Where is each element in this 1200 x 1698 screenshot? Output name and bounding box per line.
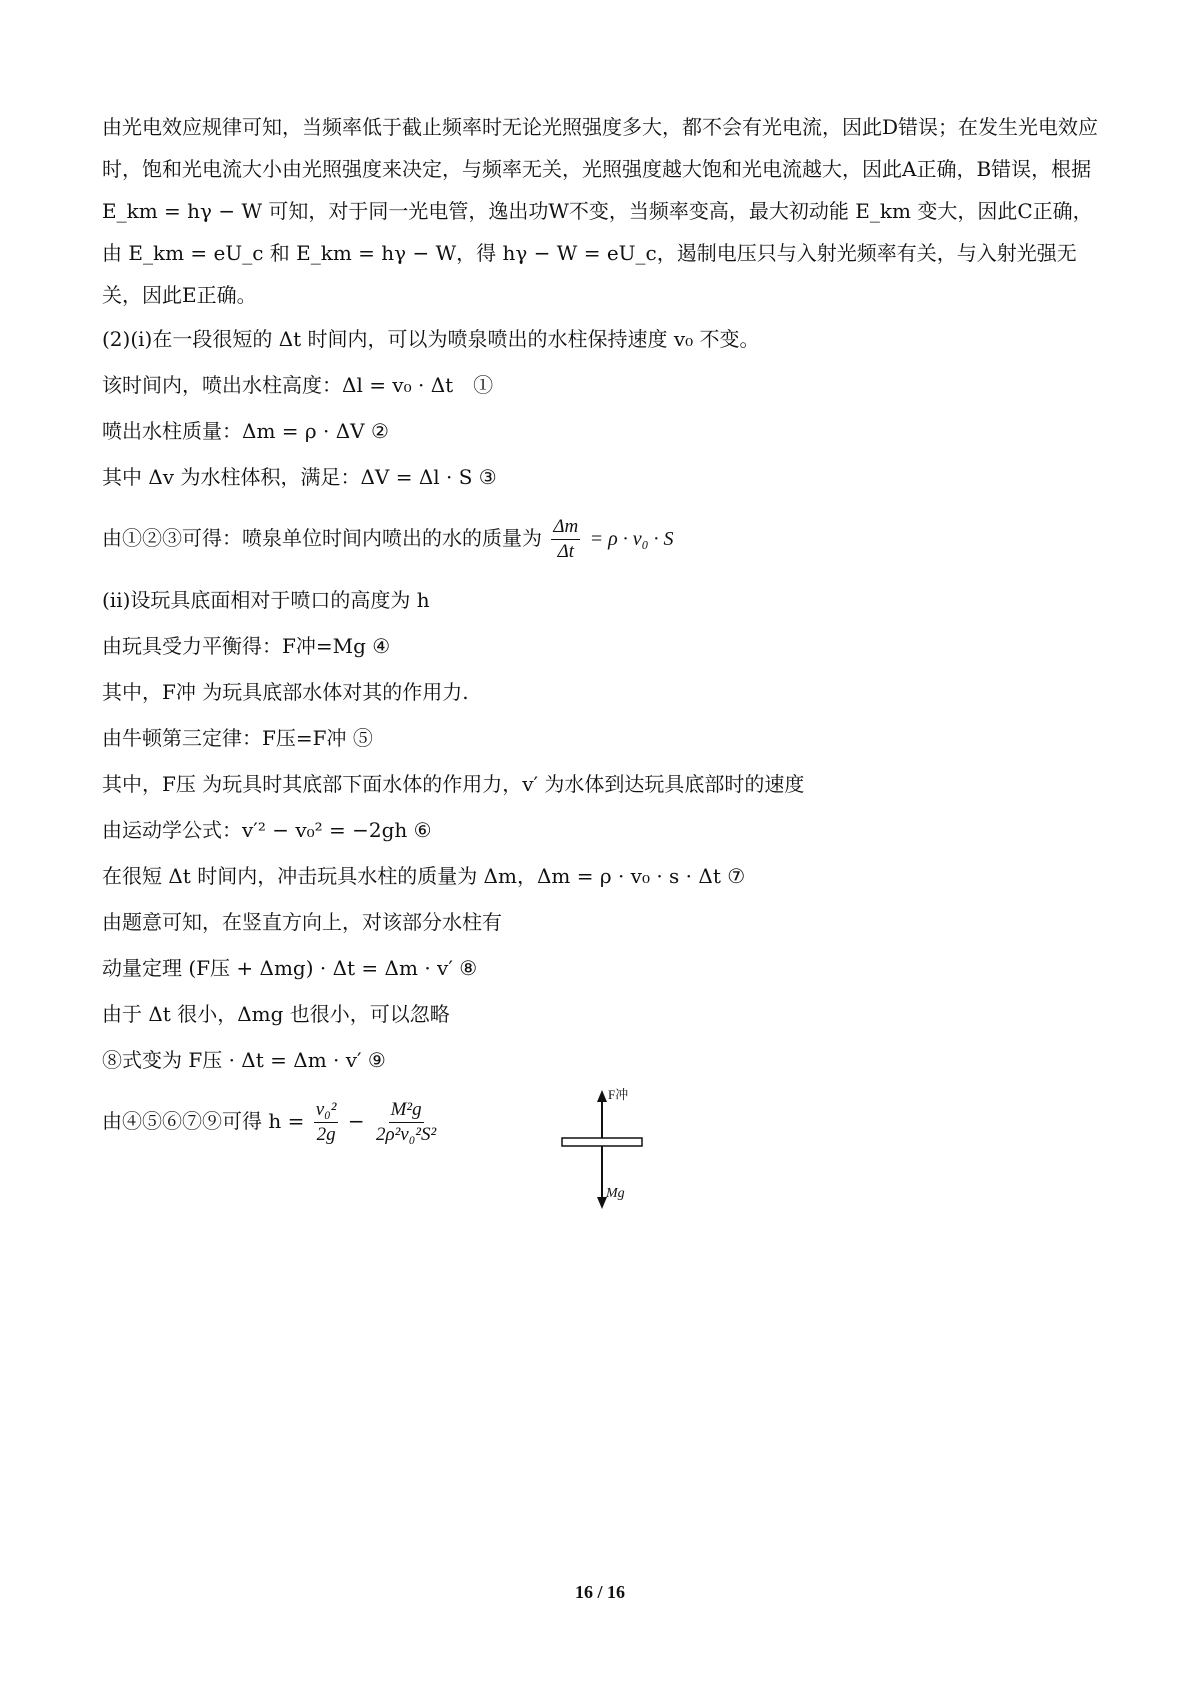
line-f-chong-def: 其中，F冲 为玩具底部水体对其的作用力. <box>102 680 469 704</box>
line-2-i: (2)(i)在一段很短的 Δt 时间内，可以为喷泉喷出的水柱保持速度 v₀ 不变。 <box>102 327 760 351</box>
mass-rate-prefix: 由①②③可得：喷泉单位时间内喷出的水的质量为 <box>102 526 542 550</box>
line-vertical-note: 由题意可知，在竖直方向上，对该部分水柱有 <box>102 910 502 934</box>
line-2-ii: (ii)设玩具底面相对于喷口的高度为 h <box>102 588 430 612</box>
label-f-chong: F冲 <box>608 1087 629 1102</box>
fraction-denominator: Δt <box>557 541 575 562</box>
line-volume-eq: 其中 Δv 为水柱体积，满足：ΔV = Δl · S ③ <box>102 465 497 489</box>
force-diagram-svg <box>550 1085 670 1215</box>
page-number: 16 / 16 <box>574 1582 625 1602</box>
fraction-1-numerator: v₀² <box>314 1098 339 1123</box>
mass-rate-fraction <box>551 515 580 564</box>
line-simplified: ⑧式变为 F压 · Δt = Δm · v′ ⑨ <box>102 1048 386 1072</box>
line-height-eq: 该时间内，喷出水柱高度：Δl = v₀ · Δt ① <box>102 373 494 397</box>
mass-rate-suffix: = ρ · v₀ · S <box>589 528 674 550</box>
up-arrow-icon <box>597 1090 607 1102</box>
result-fraction-1 <box>314 1098 339 1147</box>
line-mass-rate <box>102 506 1102 571</box>
force-diagram <box>550 1085 670 1215</box>
fraction-numerator: Δm <box>551 515 580 540</box>
solution-content <box>102 106 1102 1159</box>
toy-plate <box>562 1138 642 1146</box>
result-minus: − <box>347 1109 365 1133</box>
paragraph-photoelectric: 由光电效应规律可知，当频率低于截止频率时无论光照强度多大，都不会有光电流，因此D错误；在发生光电效应时，饱和光电流大小由光照强度来决定，与频率无关，光照强度越大饱和光电流越大，因此A正确，B错误，根据 E_km = hγ − W 可知，对于同一光电管，逸出功W不变，当频率变高，最大初动能 E_km 变大，因此C正确，由 E_km = eU_c 和 E_km = hγ − W，得 hγ − W = eU_c，遏制电压只与入射光频率有关，与入射光强无关，因此E正确。 <box>102 115 1099 307</box>
result-fraction-2 <box>374 1098 438 1147</box>
line-mass-eq: 喷出水柱质量：Δm = ρ · ΔV ② <box>102 419 389 443</box>
line-impact-mass: 在很短 Δt 时间内，冲击玩具水柱的质量为 Δm，Δm = ρ · v₀ · s · Δt ⑦ <box>102 864 746 888</box>
label-mg: Mg <box>606 1186 625 1201</box>
line-kinematics: 由运动学公式：v′² − v₀² = −2gh ⑥ <box>102 818 432 842</box>
line-force-balance: 由玩具受力平衡得：F冲=Mg ④ <box>102 634 391 658</box>
line-momentum-theorem: 动量定理 (F压 + Δmg) · Δt = Δm · v′ ⑧ <box>102 956 478 980</box>
fraction-2-denominator: 2ρ²v₀²S² <box>375 1124 437 1145</box>
line-newton-third: 由牛顿第三定律：F压=F冲 ⑤ <box>102 726 373 750</box>
fraction-2-numerator: M²g <box>389 1098 424 1123</box>
line-f-ya-def: 其中，F压 为玩具时其底部下面水体的作用力，v′ 为水体到达玩具底部时的速度 <box>102 772 805 796</box>
fraction-1-denominator: 2g <box>316 1124 336 1145</box>
line-neglect: 由于 Δt 很小，Δmg 也很小，可以忽略 <box>102 1002 450 1026</box>
result-prefix: 由④⑤⑥⑦⑨可得 h = <box>102 1109 305 1133</box>
